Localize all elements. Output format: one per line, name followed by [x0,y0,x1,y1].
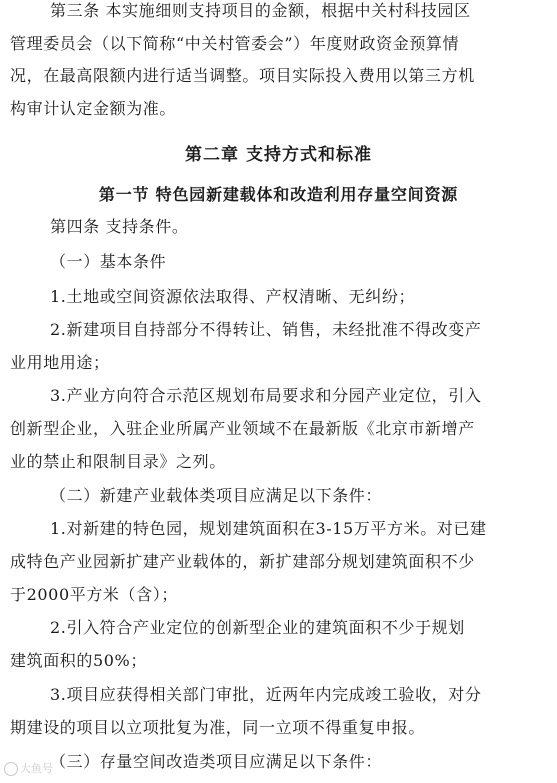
watermark [4,760,53,776]
new-build-condition-3-line1: 3.项目应获得相关部门审批，近两年内完成竣工验收，对分 [50,685,482,704]
basic-condition-1: 1.土地或空间资源依法取得、产权清晰、无纠纷； [50,287,416,306]
basic-condition-2-line2: 业用地用途； [10,353,110,372]
watermark-logo-icon [4,762,18,776]
basic-condition-3-line1: 3.产业方向符合示范区规划布局要求和分园产业定位，引入 [50,386,482,405]
chapter-title: 第二章 支持方式和标准 [185,145,372,165]
article3-line4: 构审计认定金额为准。 [10,99,177,118]
article4-heading: 第四条 支持条件。 [50,217,189,236]
basic-condition-3-line2: 创新型企业，入驻企业所属产业领域不在最新版《北京市新增产 [10,419,475,438]
basic-conditions-heading: （一）基本条件 [50,252,167,271]
stock-space-conditions-heading: （三）存量空间改造类项目应满足以下条件： [50,752,383,771]
basic-condition-3-line3: 业的禁止和限制目录》之列。 [10,452,226,471]
article3-line3: 况，在最高限额内进行适当调整。项目实际投入费用以第三方机 [10,66,475,85]
new-build-conditions-heading: （二）新建产业载体类项目应满足以下条件： [50,486,383,505]
section-title: 第一节 特色园新建载体和改造利用存量空间资源 [98,185,459,204]
basic-condition-2-line1: 2.新建项目自持部分不得转让、销售，未经批准不得改变产 [50,320,482,339]
new-build-condition-2-line2: 建筑面积的50%； [10,651,147,670]
new-build-condition-1-line1: 1.对新建的特色园，规划建筑面积在3-15万平方米。对已建 [50,519,487,538]
new-build-condition-1-line2: 成特色产业园新扩建产业载体的，新扩建部分规划建筑面积不少 [10,552,475,571]
watermark-text: 大鱼号 [20,762,53,775]
article3-line2: 管理委员会（以下简称“中关村管委会”）年度财政资金预算情 [10,34,460,53]
new-build-condition-2-line1: 2.引入符合产业定位的创新型企业的建筑面积不少于规划 [50,618,465,637]
article3-line1: 第三条 本实施细则支持项目的金额，根据中关村科技园区 [50,1,471,20]
new-build-condition-3-line2: 期建设的项目以立项批复为准，同一立项不得重复申报。 [10,718,426,737]
new-build-condition-1-line3: 于2000平方米（含）； [10,585,178,604]
